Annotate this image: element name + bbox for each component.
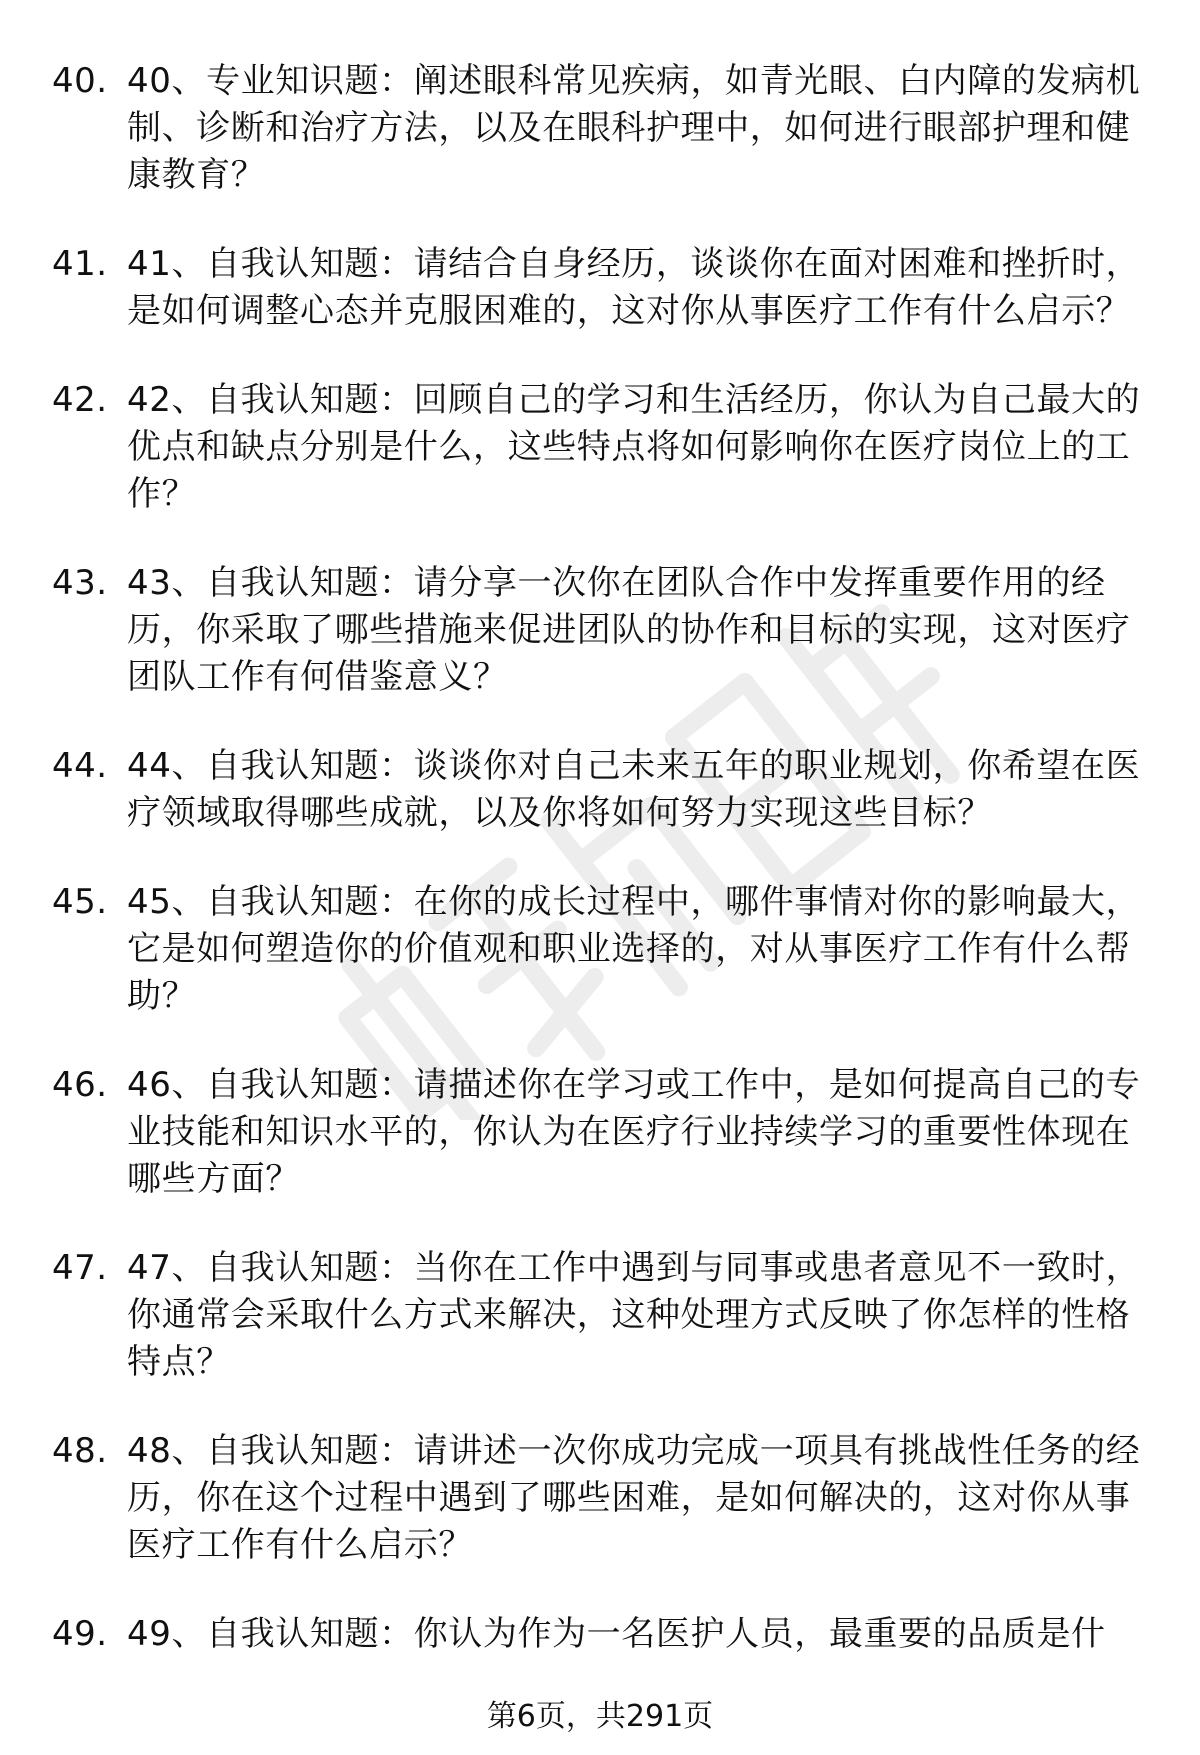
item-text: 49、自我认知题：你认为作为一名医护人员，最重要的品质是什 [127, 1614, 1106, 1654]
item-text: 42、自我认知题：回顾自己的学习和生活经历，你认为自己最大的优点和缺点分别是什么，这些特点将如何影响你在医疗岗位上的工作？ [127, 380, 1141, 514]
item-number: 43. [52, 563, 108, 603]
item-number: 47. [52, 1248, 108, 1288]
list-item [0, 1245, 1200, 1386]
question-list [0, 58, 1200, 1700]
item-text: 44、自我认知题：谈谈你对自己未来五年的职业规划，你希望在医疗领域取得哪些成就，以及你将如何努力实现这些目标？ [127, 746, 1141, 833]
item-number: 42. [52, 380, 108, 420]
item-number: 44. [52, 746, 108, 786]
page-footer: 第6页，共291页 [486, 1699, 714, 1734]
list-item [0, 241, 1200, 335]
item-text: 46、自我认知题：请描述你在学习或工作中，是如何提高自己的专业技能和知识水平的，你认为在医疗行业持续学习的重要性体现在哪些方面？ [127, 1065, 1141, 1199]
item-number: 45. [52, 882, 108, 922]
list-item [0, 1062, 1200, 1203]
item-text: 40、专业知识题：阐述眼科常见疾病，如青光眼、白内障的发病机制、诊断和治疗方法，以及在眼科护理中，如何进行眼部护理和健康教育？ [127, 61, 1141, 195]
item-number: 40. [52, 61, 108, 101]
item-text: 45、自我认知题：在你的成长过程中，哪件事情对你的影响最大，它是如何塑造你的价值观和职业选择的，对从事医疗工作有什么帮助？ [127, 882, 1141, 1016]
list-item [0, 560, 1200, 701]
item-text: 48、自我认知题：请讲述一次你成功完成一项具有挑战性任务的经历，你在这个过程中遇到了哪些困难，是如何解决的，这对你从事医疗工作有什么启示？ [127, 1431, 1141, 1565]
list-item [0, 377, 1200, 518]
list-item [0, 58, 1200, 199]
item-number: 41. [52, 244, 108, 284]
item-text: 41、自我认知题：请结合自身经历，谈谈你在面对困难和挫折时，是如何调整心态并克服困难的，这对你从事医疗工作有什么启示？ [127, 244, 1141, 331]
list-item [0, 1611, 1200, 1658]
list-item [0, 1428, 1200, 1569]
list-item [0, 879, 1200, 1020]
item-text: 47、自我认知题：当你在工作中遇到与同事或患者意见不一致时，你通常会采取什么方式来解决，这种处理方式反映了你怎样的性格特点？ [127, 1248, 1141, 1382]
item-number: 48. [52, 1431, 108, 1471]
list-item [0, 743, 1200, 837]
item-number: 49. [52, 1614, 108, 1654]
item-number: 46. [52, 1065, 108, 1105]
item-text: 43、自我认知题：请分享一次你在团队合作中发挥重要作用的经历，你采取了哪些措施来促进团队的协作和目标的实现，这对医疗团队工作有何借鉴意义？ [127, 563, 1131, 697]
